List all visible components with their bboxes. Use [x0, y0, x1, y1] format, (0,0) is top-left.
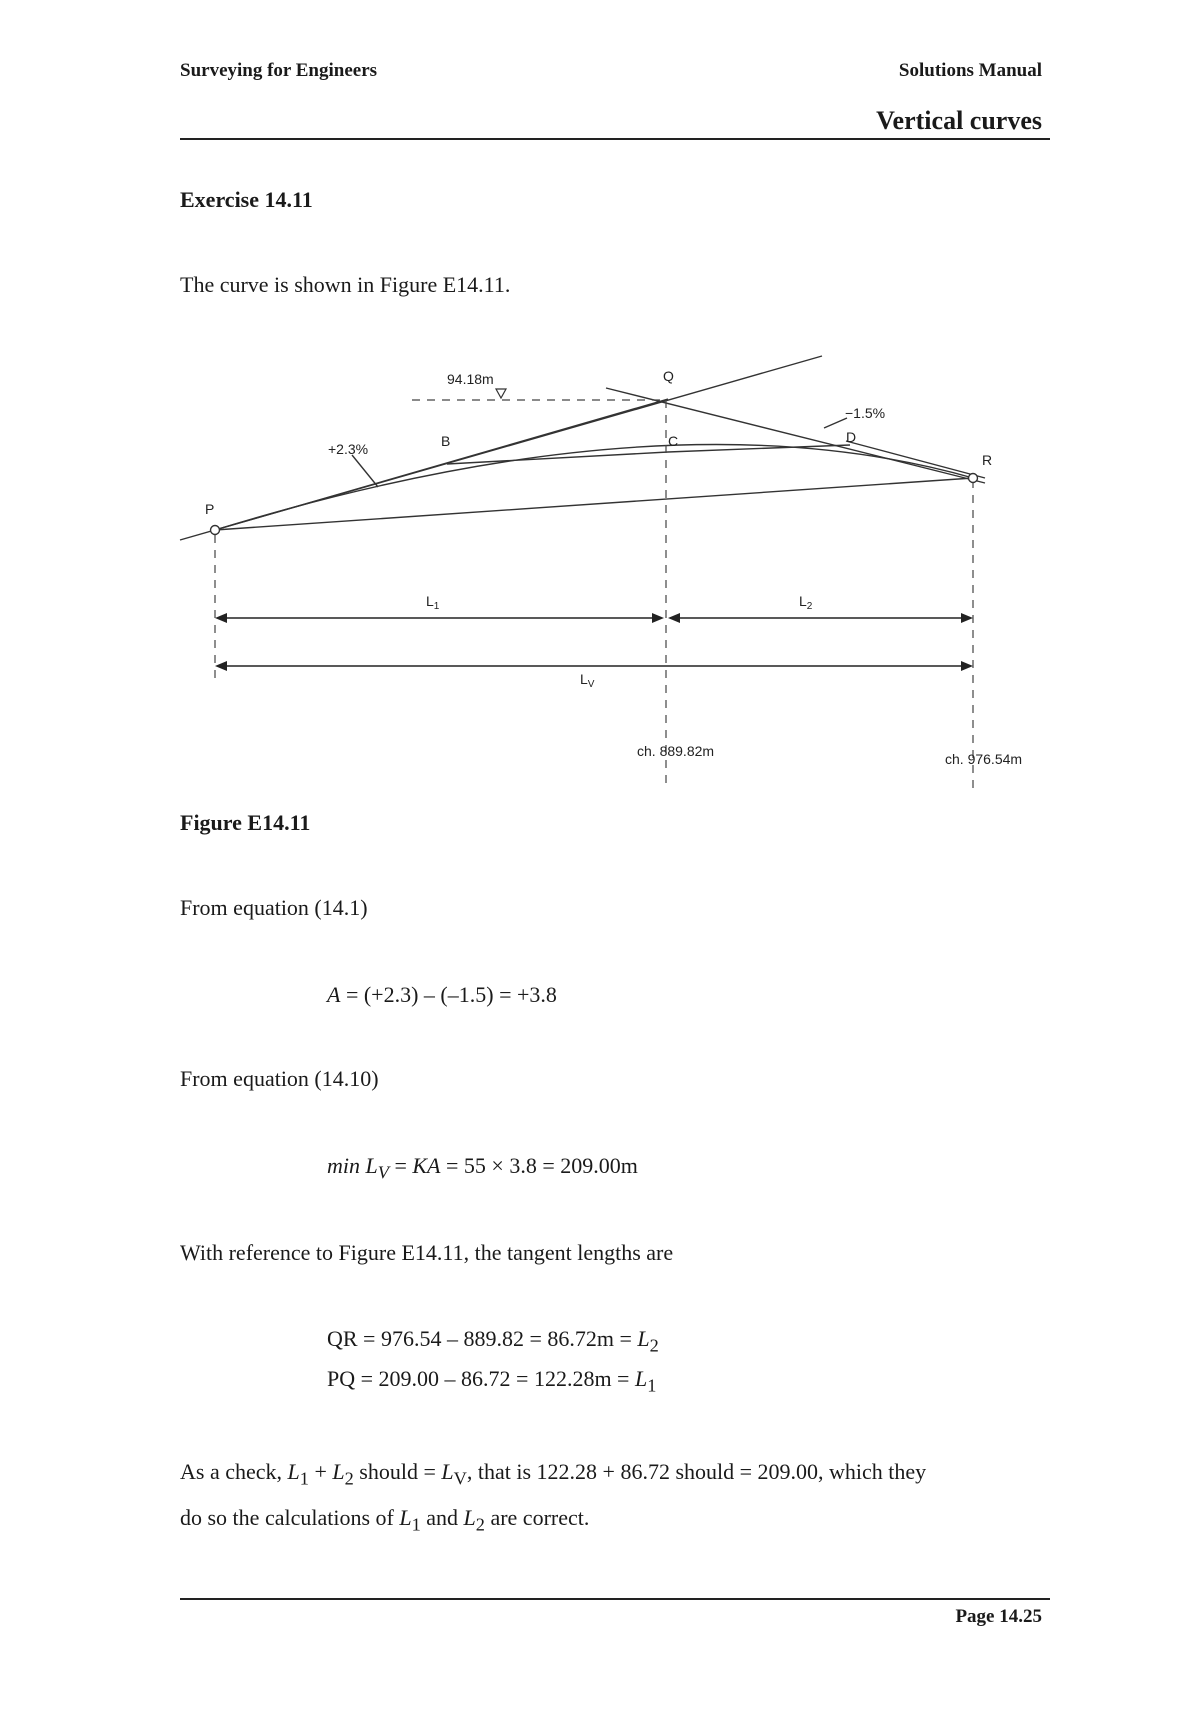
chord-pr [215, 478, 973, 530]
point-r-marker [969, 474, 978, 483]
eq2-reference: From equation (14.10) [180, 1066, 379, 1091]
label-chainage-r: ch. 976.54m [945, 751, 1023, 767]
label-grade-out: −1.5% [845, 405, 886, 421]
vertical-curve [215, 445, 973, 530]
dim-lv-arrow-right-icon [961, 661, 973, 671]
vertical-curve-figure [0, 0, 1200, 820]
label-p: P [205, 501, 215, 517]
figure-caption: Figure E14.11 [180, 810, 311, 835]
dim-l1-arrow-left-icon [215, 613, 227, 623]
label-distance: 94.18m [447, 371, 494, 387]
dim-l2-arrow-left-icon [668, 613, 680, 623]
section-title: Vertical curves [876, 106, 1042, 135]
label-grade-in: +2.3% [328, 441, 369, 457]
label-r: R [982, 452, 993, 468]
check-line-1: As a check, $L_1 + L_2$ should = $L_V$, that is 122.28 + 86.72 should = 209.00, which they [180, 1459, 927, 1489]
eq1-reference: From equation (14.1) [180, 895, 368, 920]
grade-in-leader [352, 455, 378, 487]
label-l2: $L_2$ [799, 593, 813, 612]
header-manual-title: Solutions Manual [898, 60, 1042, 81]
equation-min-lv: $\min L_V$ = KA = 55 × 3.8 = 209.00m [327, 1153, 638, 1183]
label-lv: $L_V$ [580, 671, 595, 690]
dim-l2-arrow-right-icon [961, 613, 973, 623]
equation-pq: PQ = $209.00 - 86.72 = 122.28m = L_1$ [327, 1366, 657, 1396]
dim-l1-arrow-right-icon [652, 613, 664, 623]
equation-a: A = (+2.3) – (–1.5) = +3.8 [327, 982, 557, 1007]
grade-out-leader [824, 418, 847, 428]
label-c: C [668, 433, 679, 449]
header-book-title: Surveying for Engineers [180, 60, 378, 81]
chord-cd [668, 445, 850, 452]
tangent-out-line [606, 388, 985, 483]
label-chainage-q: ch. 889.82m [637, 743, 715, 759]
page-number: Page 14.25 [955, 1606, 1042, 1627]
check-line-2: do so the calculations of $L_1$ and $L_2$ are correct. [180, 1505, 590, 1535]
footer-rule [180, 1598, 1050, 1600]
exercise-intro: The curve is shown in Figure E14.11. [180, 272, 511, 297]
dist-marker-icon [496, 389, 506, 398]
tangent-out-parallel [846, 441, 985, 478]
label-q: Q [663, 368, 674, 384]
label-d: D [846, 429, 857, 445]
label-b: B [441, 433, 451, 449]
dim-lv-arrow-left-icon [215, 661, 227, 671]
tangent-reference-text: With reference to Figure E14.11, the tangent lengths are [180, 1240, 674, 1265]
label-l1: $L_1$ [426, 593, 440, 612]
exercise-title: Exercise 14.11 [180, 187, 313, 212]
point-p-marker [211, 526, 220, 535]
equation-qr: QR = $976.54 - 889.82 = 86.72m = L_2$ [327, 1326, 659, 1356]
check-paragraph [180, 1452, 926, 1545]
